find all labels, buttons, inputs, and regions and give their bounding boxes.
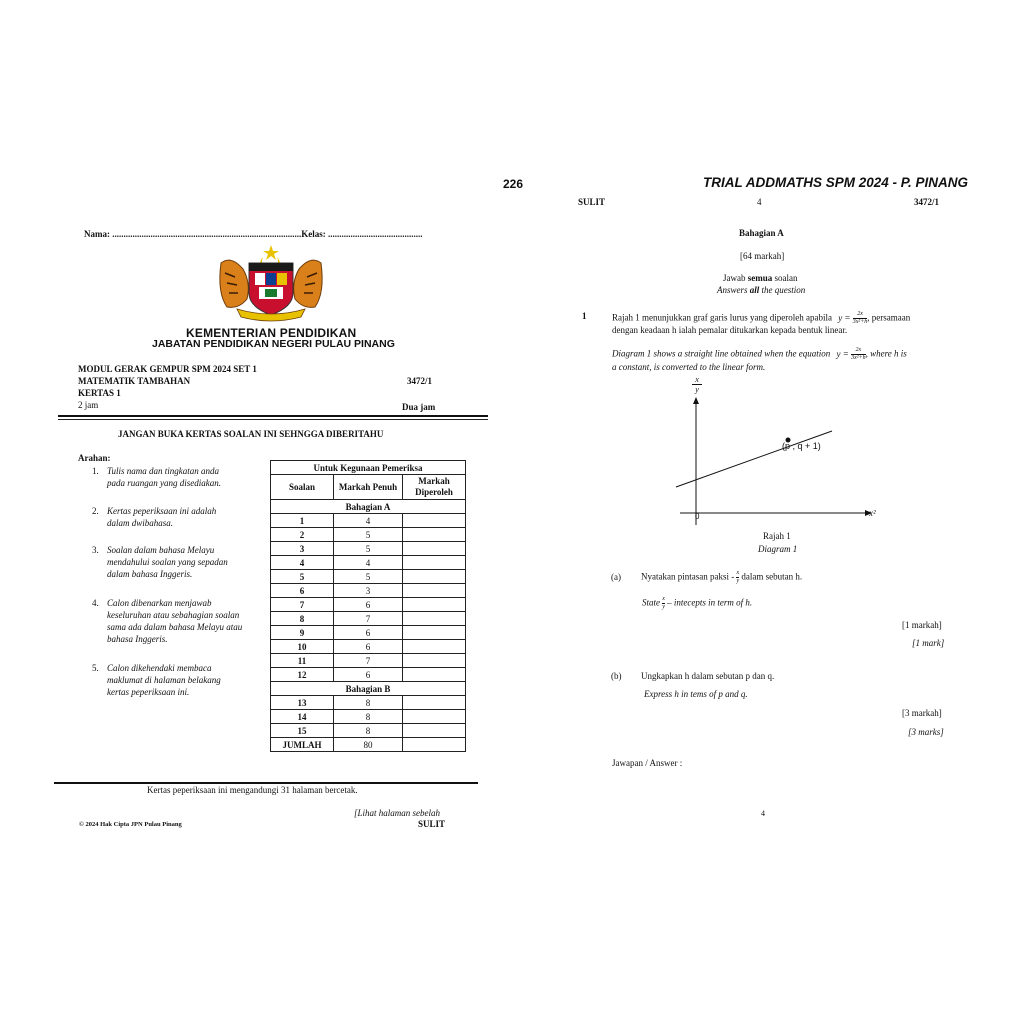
instruction-line: maklumat di halaman belakang xyxy=(107,675,221,685)
total-obtained-cell[interactable] xyxy=(403,738,466,752)
instruction-number: 5. xyxy=(92,663,99,673)
page-num: 4 xyxy=(757,197,762,207)
examiner-table xyxy=(270,460,466,752)
instruction-line: pada ruangan yang disediakan. xyxy=(107,478,221,488)
fraction-x-over-y: $\frac{x}{y}$ xyxy=(662,596,665,610)
question-page xyxy=(503,0,1024,1024)
header-divider xyxy=(58,415,488,417)
origin-label: 0 xyxy=(695,512,700,521)
question-text: , persamaan xyxy=(867,312,911,323)
table-row xyxy=(271,514,466,528)
question-number-cell: 15 xyxy=(271,724,334,738)
full-marks-cell: 8 xyxy=(334,696,403,710)
table-row xyxy=(271,612,466,626)
question-text-en-1 xyxy=(612,347,907,362)
question-number-cell: 11 xyxy=(271,654,334,668)
full-marks-cell: 7 xyxy=(334,654,403,668)
total-label: JUMLAH xyxy=(271,738,334,752)
question-number: 1 xyxy=(582,311,587,321)
obtained-marks-cell[interactable] xyxy=(403,556,466,570)
instruction-4 xyxy=(92,597,243,645)
question-number-cell: 9 xyxy=(271,626,334,640)
full-marks-cell: 6 xyxy=(334,640,403,654)
part-a-text: dalam sebutan h. xyxy=(741,571,803,582)
question-text-bm-1 xyxy=(612,311,910,326)
straight-line xyxy=(676,431,832,487)
instruction-number: 3. xyxy=(92,545,99,555)
diagram-caption-en: Diagram 1 xyxy=(758,544,798,554)
table-row xyxy=(271,584,466,598)
instruction-3 xyxy=(92,544,228,580)
table-row xyxy=(271,556,466,570)
header-divider-thin xyxy=(58,419,488,420)
full-marks-cell: 6 xyxy=(334,668,403,682)
obtained-marks-cell[interactable] xyxy=(403,640,466,654)
equation: y = $\frac{2x}{\text{3x²+h}}$ xyxy=(838,311,868,325)
instruction-line: keseluruhan atau sebahagian soalan xyxy=(107,610,240,620)
obtained-marks-cell[interactable] xyxy=(403,528,466,542)
obtained-marks-cell[interactable] xyxy=(403,570,466,584)
instruction-line: kertas peperiksaan ini. xyxy=(107,687,190,697)
sulit-label: SULIT xyxy=(418,819,446,829)
table-row xyxy=(271,626,466,640)
instruction-1 xyxy=(92,465,221,489)
question-text-en-2: a constant, is converted to the linear form. xyxy=(612,362,766,372)
instruction-line: Calon dikehendaki membaca xyxy=(107,663,212,673)
table-row xyxy=(271,542,466,556)
part-a-marks-bm: [1 markah] xyxy=(902,620,942,630)
instruction-line: sama ada dalam bahasa Melayu atau xyxy=(107,622,243,632)
full-marks-cell: 7 xyxy=(334,612,403,626)
table-row xyxy=(271,640,466,654)
instruction-line: Tulis nama dan tingkatan anda xyxy=(107,466,220,476)
full-marks-cell: 6 xyxy=(334,626,403,640)
full-marks-cell: 4 xyxy=(334,556,403,570)
instruction-en: Answers all the question xyxy=(717,285,806,295)
part-b-label: (b) xyxy=(611,671,622,681)
part-a-question-bm xyxy=(641,570,802,585)
question-text-bm-2: dengan keadaan h ialah pemalar ditukarkan kepada bentuk linear. xyxy=(612,325,848,335)
obtained-marks-cell[interactable] xyxy=(403,542,466,556)
part-a-text: – intecepts in term of h. xyxy=(667,597,753,608)
question-number-cell: 5 xyxy=(271,570,334,584)
obtained-marks-cell[interactable] xyxy=(403,654,466,668)
full-marks-cell: 5 xyxy=(334,542,403,556)
footer-divider xyxy=(54,782,478,784)
instruction-line: dalam bahasa Inggeris. xyxy=(107,569,193,579)
table-row xyxy=(271,570,466,584)
question-number-cell: 12 xyxy=(271,668,334,682)
arahan-title: Arahan: xyxy=(78,453,111,463)
instruction-number: 1. xyxy=(92,466,99,476)
instruction-line: mendahului soalan yang sepadan xyxy=(107,557,228,567)
section-marks: [64 markah] xyxy=(740,251,785,261)
full-marks-cell: 5 xyxy=(334,528,403,542)
instruction-number: 4. xyxy=(92,598,99,608)
y-axis-arrow xyxy=(693,397,699,404)
part-a-text: State xyxy=(642,597,660,608)
instruction-line: Calon dibenarkan menjawab xyxy=(107,598,212,608)
obtained-marks-cell[interactable] xyxy=(403,612,466,626)
part-a-marks-en: [1 mark] xyxy=(912,638,945,648)
table-row xyxy=(271,528,466,542)
instruction-2 xyxy=(92,505,217,529)
footer-page-number: 4 xyxy=(761,809,765,818)
paper-code: 3472/1 xyxy=(914,197,940,207)
obtained-marks-cell[interactable] xyxy=(403,514,466,528)
subject-title: MATEMATIK TAMBAHAN xyxy=(78,376,191,386)
question-number-cell: 6 xyxy=(271,584,334,598)
section-a-row: Bahagian A xyxy=(271,500,466,514)
instruction-line: Kertas peperiksaan ini adalah xyxy=(107,506,217,516)
see-next-page: [Lihat halaman sebelah xyxy=(354,808,441,818)
instruction-bm: Jawab semua soalan xyxy=(723,273,798,283)
question-text: , where h is xyxy=(865,348,907,359)
answer-label: Jawapan / Answer : xyxy=(612,758,683,768)
table-row xyxy=(271,710,466,724)
warning-text: JANGAN BUKA KERTAS SOALAN INI SEHNGGA DIBERITAHU xyxy=(118,429,384,439)
obtained-marks-cell[interactable] xyxy=(403,626,466,640)
column-header-soalan: Soalan xyxy=(271,475,334,500)
table-row xyxy=(271,598,466,612)
instruction-line: bahasa Inggeris. xyxy=(107,634,168,644)
question-number-cell: 13 xyxy=(271,696,334,710)
module-title: MODUL GERAK GEMPUR SPM 2024 SET 1 xyxy=(78,364,257,374)
full-marks-cell: 4 xyxy=(334,514,403,528)
table-row xyxy=(271,654,466,668)
obtained-marks-cell[interactable] xyxy=(403,724,466,738)
obtained-marks-cell[interactable] xyxy=(403,668,466,682)
instruction-line: Soalan dalam bahasa Melayu xyxy=(107,545,215,555)
instruction-line: dalam dwibahasa. xyxy=(107,518,174,528)
full-marks-cell: 8 xyxy=(334,724,403,738)
duration-words: Dua jam xyxy=(402,402,436,412)
part-a-text: Nyatakan pintasan paksi - xyxy=(641,571,735,582)
copyright: © 2024 Hak Cipta JPN Pulau Pinang xyxy=(79,821,182,828)
full-marks-cell: 6 xyxy=(334,598,403,612)
coat-of-arms-logo xyxy=(215,243,327,323)
equation: y = $\frac{2x}{\text{3x²+h}}$ xyxy=(836,347,866,361)
section-title: Bahagian A xyxy=(739,228,784,238)
fraction-x-over-y: $\frac{x}{y}$ xyxy=(736,570,740,584)
full-marks-cell: 8 xyxy=(334,710,403,724)
question-number-cell: 3 xyxy=(271,542,334,556)
total-value: 80 xyxy=(334,738,403,752)
question-number-cell: 10 xyxy=(271,640,334,654)
diagram-caption-bm: Rajah 1 xyxy=(763,531,791,541)
question-number-cell: 4 xyxy=(271,556,334,570)
instruction-number: 2. xyxy=(92,506,99,516)
full-marks-cell: 5 xyxy=(334,570,403,584)
department-title: JABATAN PENDIDIKAN NEGERI PULAU PINANG xyxy=(152,338,395,350)
question-number-cell: 14 xyxy=(271,710,334,724)
part-a-label: (a) xyxy=(611,572,621,582)
obtained-marks-cell[interactable] xyxy=(403,584,466,598)
pages-note: Kertas peperiksaan ini mengandungi 31 halaman bercetak. xyxy=(147,785,358,795)
section-b-row: Bahagian B xyxy=(271,682,466,696)
table-title: Untuk Kegunaan Pemeriksa xyxy=(271,461,466,475)
y-axis-label xyxy=(692,375,702,394)
obtained-marks-cell[interactable] xyxy=(403,696,466,710)
header-title: TRIAL ADDMATHS SPM 2024 - P. PINANG xyxy=(703,175,969,190)
table-row xyxy=(271,724,466,738)
question-text: Rajah 1 menunjukkan graf garis lurus yang diperoleh apabila xyxy=(612,312,832,323)
part-b-question-en: Express h in tems of p and q. xyxy=(644,689,748,699)
duration: 2 jam xyxy=(78,400,99,410)
full-marks-cell: 3 xyxy=(334,584,403,598)
instruction-5 xyxy=(92,662,221,698)
diagram-1-graph xyxy=(672,395,882,530)
column-header-full-marks: Markah Penuh xyxy=(334,475,403,500)
part-b-question-bm: Ungkapkan h dalam sebutan p dan q. xyxy=(641,671,775,681)
point-label: (p , q + 1) xyxy=(782,441,821,451)
question-number-cell: 2 xyxy=(271,528,334,542)
ministry-title: KEMENTERIAN PENDIDIKAN xyxy=(186,326,357,340)
question-text: Diagram 1 shows a straight line obtained when the equation xyxy=(612,348,831,359)
paper-code: 3472/1 xyxy=(407,376,433,386)
obtained-marks-cell[interactable] xyxy=(403,598,466,612)
y-axis-label-denominator: y xyxy=(695,385,699,394)
y-axis-label-numerator: x xyxy=(692,375,702,385)
page-number-top: 226 xyxy=(503,177,524,191)
obtained-marks-cell[interactable] xyxy=(403,710,466,724)
part-b-marks-en: [3 marks] xyxy=(908,727,944,737)
table-row xyxy=(271,696,466,710)
question-number-cell: 8 xyxy=(271,612,334,626)
x-axis-label: x² xyxy=(869,508,876,518)
table-row xyxy=(271,668,466,682)
part-b-marks-bm: [3 markah] xyxy=(902,708,942,718)
name-class-line: Nama: ....................................................................................Kelas: .......................................... xyxy=(84,229,423,239)
question-number-cell: 7 xyxy=(271,598,334,612)
sulit-label: SULIT xyxy=(578,197,606,207)
part-a-question-en xyxy=(642,596,752,611)
paper-number: KERTAS 1 xyxy=(78,388,121,398)
column-header-obtained-marks: Markah Diperoleh xyxy=(403,475,466,500)
question-number-cell: 1 xyxy=(271,514,334,528)
